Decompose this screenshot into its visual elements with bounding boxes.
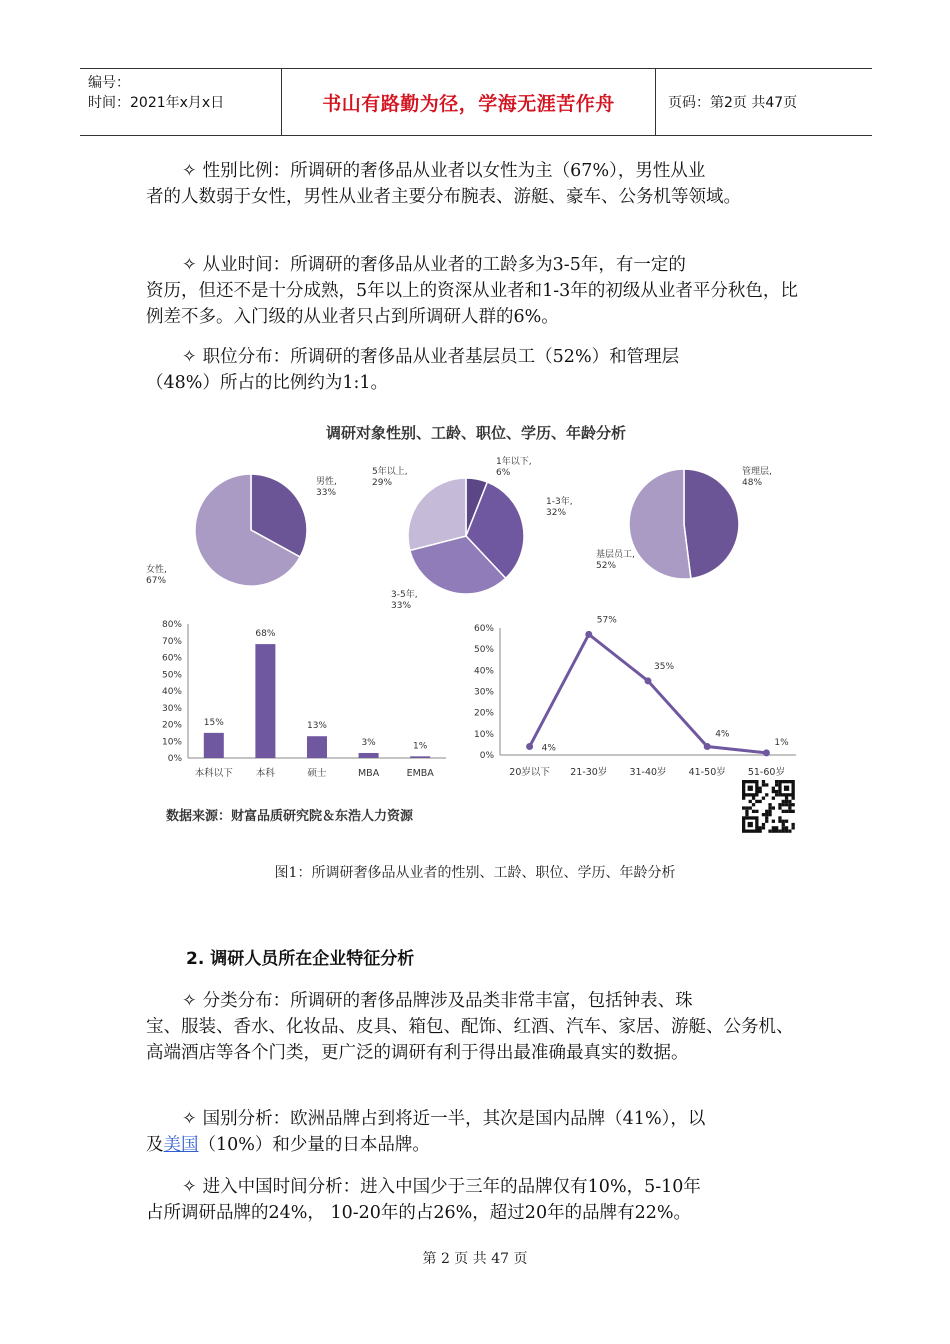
qr-module: [765, 783, 768, 786]
bar-category-label: 硕士: [307, 768, 327, 779]
line-point: [585, 631, 592, 638]
pie-slice-label: 1-3年, 32%: [546, 497, 573, 518]
paragraph-text: 及: [146, 1135, 164, 1155]
qr-module: [765, 813, 768, 816]
bullet-diamond-icon: ✧: [182, 1109, 197, 1129]
line-chart-age: [474, 615, 796, 778]
line-point: [704, 743, 711, 750]
bar: [410, 756, 430, 758]
qr-module: [785, 797, 788, 800]
qr-module: [788, 803, 791, 806]
line-value-label: 4%: [715, 729, 730, 740]
figure-caption: 图1：所调研奢侈品从业者的性别、工龄、职位、学历、年龄分析: [274, 865, 676, 881]
line-y-tick-label: 40%: [473, 666, 494, 677]
paragraph-text: 性别比例：所调研的奢侈品从业者以女性为主（67%），男性从业: [202, 161, 706, 181]
paragraph-text: 职位分布：所调研的奢侈品从业者基层员工（52%）和管理层: [202, 347, 680, 367]
qr-module: [775, 780, 778, 783]
qr-module: [772, 820, 775, 823]
qr-module: [762, 823, 765, 826]
bar-value-label: 15%: [203, 717, 224, 728]
line-category-label: 51-60岁: [747, 767, 785, 778]
header-motto: 书山有路勤为径，学海无涯苦作舟: [322, 92, 615, 115]
qr-module: [768, 813, 771, 816]
line-y-tick-label: 60%: [473, 624, 494, 634]
bar-y-tick-label: 20%: [161, 720, 182, 731]
page-header: [80, 68, 872, 136]
qr-module: [755, 800, 758, 803]
pie-slice: [629, 469, 691, 579]
qr-module: [782, 820, 785, 823]
qr-module: [759, 787, 762, 790]
qr-finder: [784, 786, 789, 791]
bar-value-label: 3%: [361, 737, 376, 748]
qr-finder: [748, 786, 753, 791]
qr-module: [775, 790, 778, 793]
line-y-tick-label: 20%: [473, 708, 494, 719]
qr-module: [768, 806, 771, 809]
section-title: 2. 调研人员所在企业特征分析: [186, 949, 415, 969]
figure-chart-canvas: [146, 412, 806, 842]
qr-module: [782, 823, 785, 826]
qr-module: [762, 813, 765, 816]
link-usa[interactable]: 美国: [163, 1135, 199, 1155]
bar-value-label: 13%: [306, 721, 328, 732]
line-value-label: 4%: [541, 743, 556, 754]
bullet-diamond-icon: ✧: [182, 347, 197, 367]
paragraph-position-distribution: [146, 344, 808, 396]
qr-module: [749, 800, 752, 803]
qr-module: [778, 830, 781, 833]
bullet-diamond-icon: ✧: [182, 991, 197, 1011]
paragraph-text: 进入中国时间分析：进入中国少于三年的品牌仅有10%，5-10年: [202, 1177, 701, 1197]
qr-module: [785, 826, 788, 829]
qr-module: [775, 830, 778, 833]
bar-y-tick-label: 70%: [161, 636, 182, 647]
bar-y-tick-label: 60%: [161, 653, 182, 664]
pie-chart-1: [146, 474, 337, 586]
line-category-label: 31-40岁: [629, 767, 667, 778]
bar-y-tick-label: 50%: [161, 670, 182, 681]
line-point: [526, 743, 533, 750]
qr-module: [749, 806, 752, 809]
qr-module: [788, 810, 791, 813]
qr-module: [775, 783, 778, 786]
paragraph-text: 分类分布：所调研的奢侈品牌涉及品类非常丰富，包括钟表、珠: [202, 991, 693, 1011]
bar-value-label: 1%: [413, 741, 428, 752]
qr-module: [745, 813, 748, 816]
bar: [204, 733, 224, 758]
bar-category-label: 本科: [255, 768, 275, 779]
qr-module: [785, 830, 788, 833]
bar-category-label: EMBA: [406, 768, 434, 779]
header-meta: [80, 69, 282, 135]
qr-module: [772, 830, 775, 833]
qr-module: [752, 797, 755, 800]
bullet-diamond-icon: ✧: [182, 161, 197, 181]
qr-module: [772, 787, 775, 790]
qr-module: [772, 826, 775, 829]
qr-module: [782, 826, 785, 829]
qr-module: [778, 806, 781, 809]
paragraph-gender-ratio: [146, 158, 808, 210]
pie-slice-label: 1年以下, 6%: [496, 457, 532, 478]
qr-module: [765, 820, 768, 823]
qr-module: [792, 797, 795, 800]
bullet-diamond-icon: ✧: [182, 1177, 197, 1197]
bullet-diamond-icon: ✧: [182, 255, 197, 275]
qr-module: [785, 810, 788, 813]
paragraph-country-analysis: [146, 1106, 808, 1158]
qr-module: [752, 803, 755, 806]
line-point: [645, 677, 652, 684]
paragraph-work-years: [146, 252, 808, 330]
qr-module: [785, 800, 788, 803]
paragraph-china-entry-time: [146, 1174, 808, 1226]
qr-module: [772, 790, 775, 793]
paragraph-text: 从业时间：所调研的奢侈品从业者的工龄多为3-5年，有一定的: [202, 255, 686, 275]
qr-module: [762, 826, 765, 829]
qr-module: [755, 810, 758, 813]
qr-module: [782, 803, 785, 806]
qr-module: [788, 806, 791, 809]
qr-module: [778, 803, 781, 806]
qr-module: [788, 830, 791, 833]
line-category-label: 21-30岁: [570, 767, 608, 778]
line-y-tick-label: 0%: [479, 751, 494, 761]
qr-module: [762, 780, 765, 783]
qr-module: [759, 800, 762, 803]
line-category-label: 41-50岁: [688, 767, 726, 778]
bar-category-label: MBA: [357, 768, 380, 779]
figure-survey-analysis: [146, 412, 806, 842]
qr-module: [759, 830, 762, 833]
paragraph-text: （10%）和少量的日本品牌。: [198, 1135, 430, 1155]
pie-chart-3: [596, 465, 772, 579]
bar-y-tick-label: 80%: [161, 620, 182, 630]
bar: [307, 736, 327, 758]
pie-slice-label: 男性, 33%: [316, 477, 337, 498]
qr-module: [745, 810, 748, 813]
qr-module: [792, 810, 795, 813]
line-series: [530, 634, 767, 753]
qr-module: [778, 820, 781, 823]
qr-module: [775, 793, 778, 796]
qr-module: [765, 810, 768, 813]
qr-module: [762, 783, 765, 786]
pie-slice: [684, 469, 739, 579]
line-y-tick-label: 10%: [473, 729, 494, 740]
line-y-tick-label: 50%: [473, 645, 494, 656]
qr-module: [785, 803, 788, 806]
qr-module: [778, 816, 781, 819]
header-motto-cell: [282, 69, 656, 135]
paragraph-text: 国别分析：欧洲品牌占到将近一半，其次是国内品牌（41%），以: [202, 1109, 706, 1129]
bar-y-tick-label: 30%: [161, 703, 182, 714]
pie-slice-label: 女性, 67%: [146, 565, 167, 586]
bar: [255, 644, 275, 758]
line-value-label: 1%: [774, 737, 789, 748]
line-value-label: 35%: [654, 661, 675, 672]
qr-module: [745, 806, 748, 809]
document-number-label: 编号：: [88, 75, 130, 91]
qr-module: [782, 800, 785, 803]
qr-module: [768, 810, 771, 813]
qr-module: [785, 820, 788, 823]
pie-chart-2: [372, 455, 573, 611]
bar-value-label: 68%: [255, 629, 276, 640]
document-time-label: 时间：2021年x月x日: [88, 95, 225, 111]
qr-module: [765, 816, 768, 819]
qr-module: [765, 793, 768, 796]
qr-finder: [748, 822, 753, 827]
line-point: [763, 749, 770, 756]
bar: [359, 753, 379, 758]
paragraph-text: （48%）所占的比例约为1:1。: [146, 373, 389, 393]
qr-code-icon: [742, 780, 795, 833]
qr-module: [742, 806, 745, 809]
qr-module: [792, 823, 795, 826]
qr-module: [762, 797, 765, 800]
paragraph-text: 资历，但还不是十分成熟，5年以上的资深从业者和1-3年的初级从业者平分秋色，比例差不多。入门级的从业者只占到所调研人群的6%。: [146, 281, 798, 327]
qr-module: [768, 830, 771, 833]
paragraph-text: 宝、服装、香水、化妆品、皮具、箱包、配饰、红酒、汽车、家居、游艇、公务机、高端酒店等各个门类，更广泛的调研有利于得出最准确最真实的数据。: [146, 1017, 794, 1063]
qr-module: [792, 803, 795, 806]
bar-chart-education: [162, 620, 446, 779]
qr-module: [782, 830, 785, 833]
qr-module: [752, 810, 755, 813]
figure-title: 调研对象性别、工龄、职位、学历、年龄分析: [325, 424, 627, 442]
page-footer: 第 2 页 共 47 页: [422, 1251, 528, 1267]
qr-module: [742, 797, 745, 800]
paragraph-category-distribution: [146, 988, 808, 1066]
pie-slice-label: 管理层, 48%: [742, 467, 772, 488]
qr-module: [782, 810, 785, 813]
qr-module: [772, 806, 775, 809]
qr-module: [775, 826, 778, 829]
line-value-label: 57%: [596, 615, 617, 626]
qr-module: [759, 790, 762, 793]
bar-y-tick-label: 10%: [161, 737, 182, 748]
qr-module: [768, 803, 771, 806]
line-y-tick-label: 30%: [473, 687, 494, 698]
pie-slice-label: 基层员工, 52%: [596, 550, 635, 571]
bar-category-label: 本科以下: [194, 768, 233, 779]
qr-module: [792, 826, 795, 829]
qr-module: [772, 797, 775, 800]
header-page-info: [656, 69, 872, 135]
qr-module: [788, 800, 791, 803]
page-info-text: 页码：第2页 共47页: [668, 95, 798, 111]
pie-slice-label: 3-5年, 33%: [391, 590, 418, 611]
paragraph-text: 占所调研品牌的24%， 10-20年的占26%，超过20年的品牌有22%。: [146, 1203, 691, 1223]
line-category-label: 20岁以下: [509, 767, 550, 778]
paragraph-text: 者的人数弱于女性，男性从业者主要分布腕表、游艇、豪车、公务机等领域。: [146, 187, 741, 207]
figure-source: 数据来源：财富品质研究院＆东浩人力资源: [166, 809, 414, 824]
bar-y-tick-label: 0%: [167, 754, 182, 764]
qr-module: [759, 826, 762, 829]
pie-slice-label: 5年以上, 29%: [372, 467, 408, 488]
bar-y-tick-label: 40%: [161, 687, 182, 697]
